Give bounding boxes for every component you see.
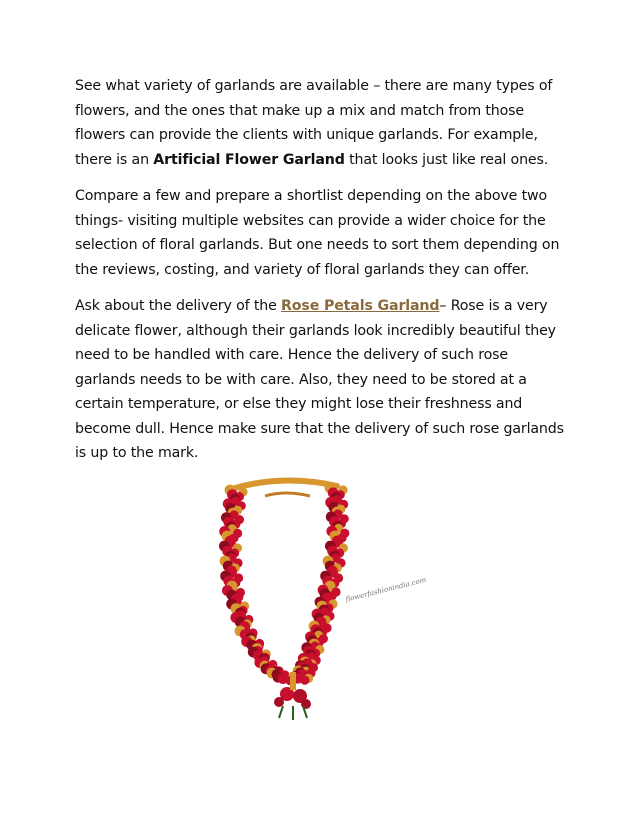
garland-top-string bbox=[235, 480, 337, 488]
article-body bbox=[75, 74, 565, 478]
paragraph-delivery bbox=[75, 294, 565, 466]
paragraph-variety bbox=[75, 74, 565, 172]
paragraph-compare: Compare a few and prepare a shortlist depending on the above two things- visiting multiple websites can provide a wider choice for the selection of floral garlands. But one needs to sort them depending on the reviews, costing, and variety of floral garlands they can offer. bbox=[75, 188, 560, 278]
garland-top-string-inner bbox=[265, 493, 310, 496]
garland-left-strand bbox=[219, 485, 296, 686]
garland-right-strand bbox=[290, 483, 349, 685]
garland-strands bbox=[219, 483, 349, 686]
paragraph-delivery-text: – Rose is a very delicate flower, although their garlands look incredibly beautiful they need to be handled with care. Hence the delivery of such rose garlands needs to be with care. Also, they need to be stored at a certain temperature, or else they might lose their freshness and become dull. Hence make sure that the delivery of such rose garlands is up to the mark. bbox=[75, 298, 564, 461]
paragraph-variety-end: that looks just like real ones. bbox=[344, 151, 549, 168]
artificial-flower-garland-term: Artificial Flower Garland bbox=[153, 151, 345, 168]
garland-image bbox=[205, 466, 450, 726]
paragraph-delivery-start: Ask about the delivery of the bbox=[75, 298, 282, 314]
rose-petals-garland-link[interactable]: Rose Petals Garland bbox=[281, 298, 440, 314]
paragraph-variety-text: See what variety of garlands are available – there are many types of flowers, and the ones that make up a mix and match from those flowers can provide the clients with unique garlands. For example, there is an bbox=[75, 78, 553, 168]
image-watermark: flowerfashionindia.com bbox=[344, 575, 428, 604]
garland-illustration bbox=[205, 466, 450, 726]
